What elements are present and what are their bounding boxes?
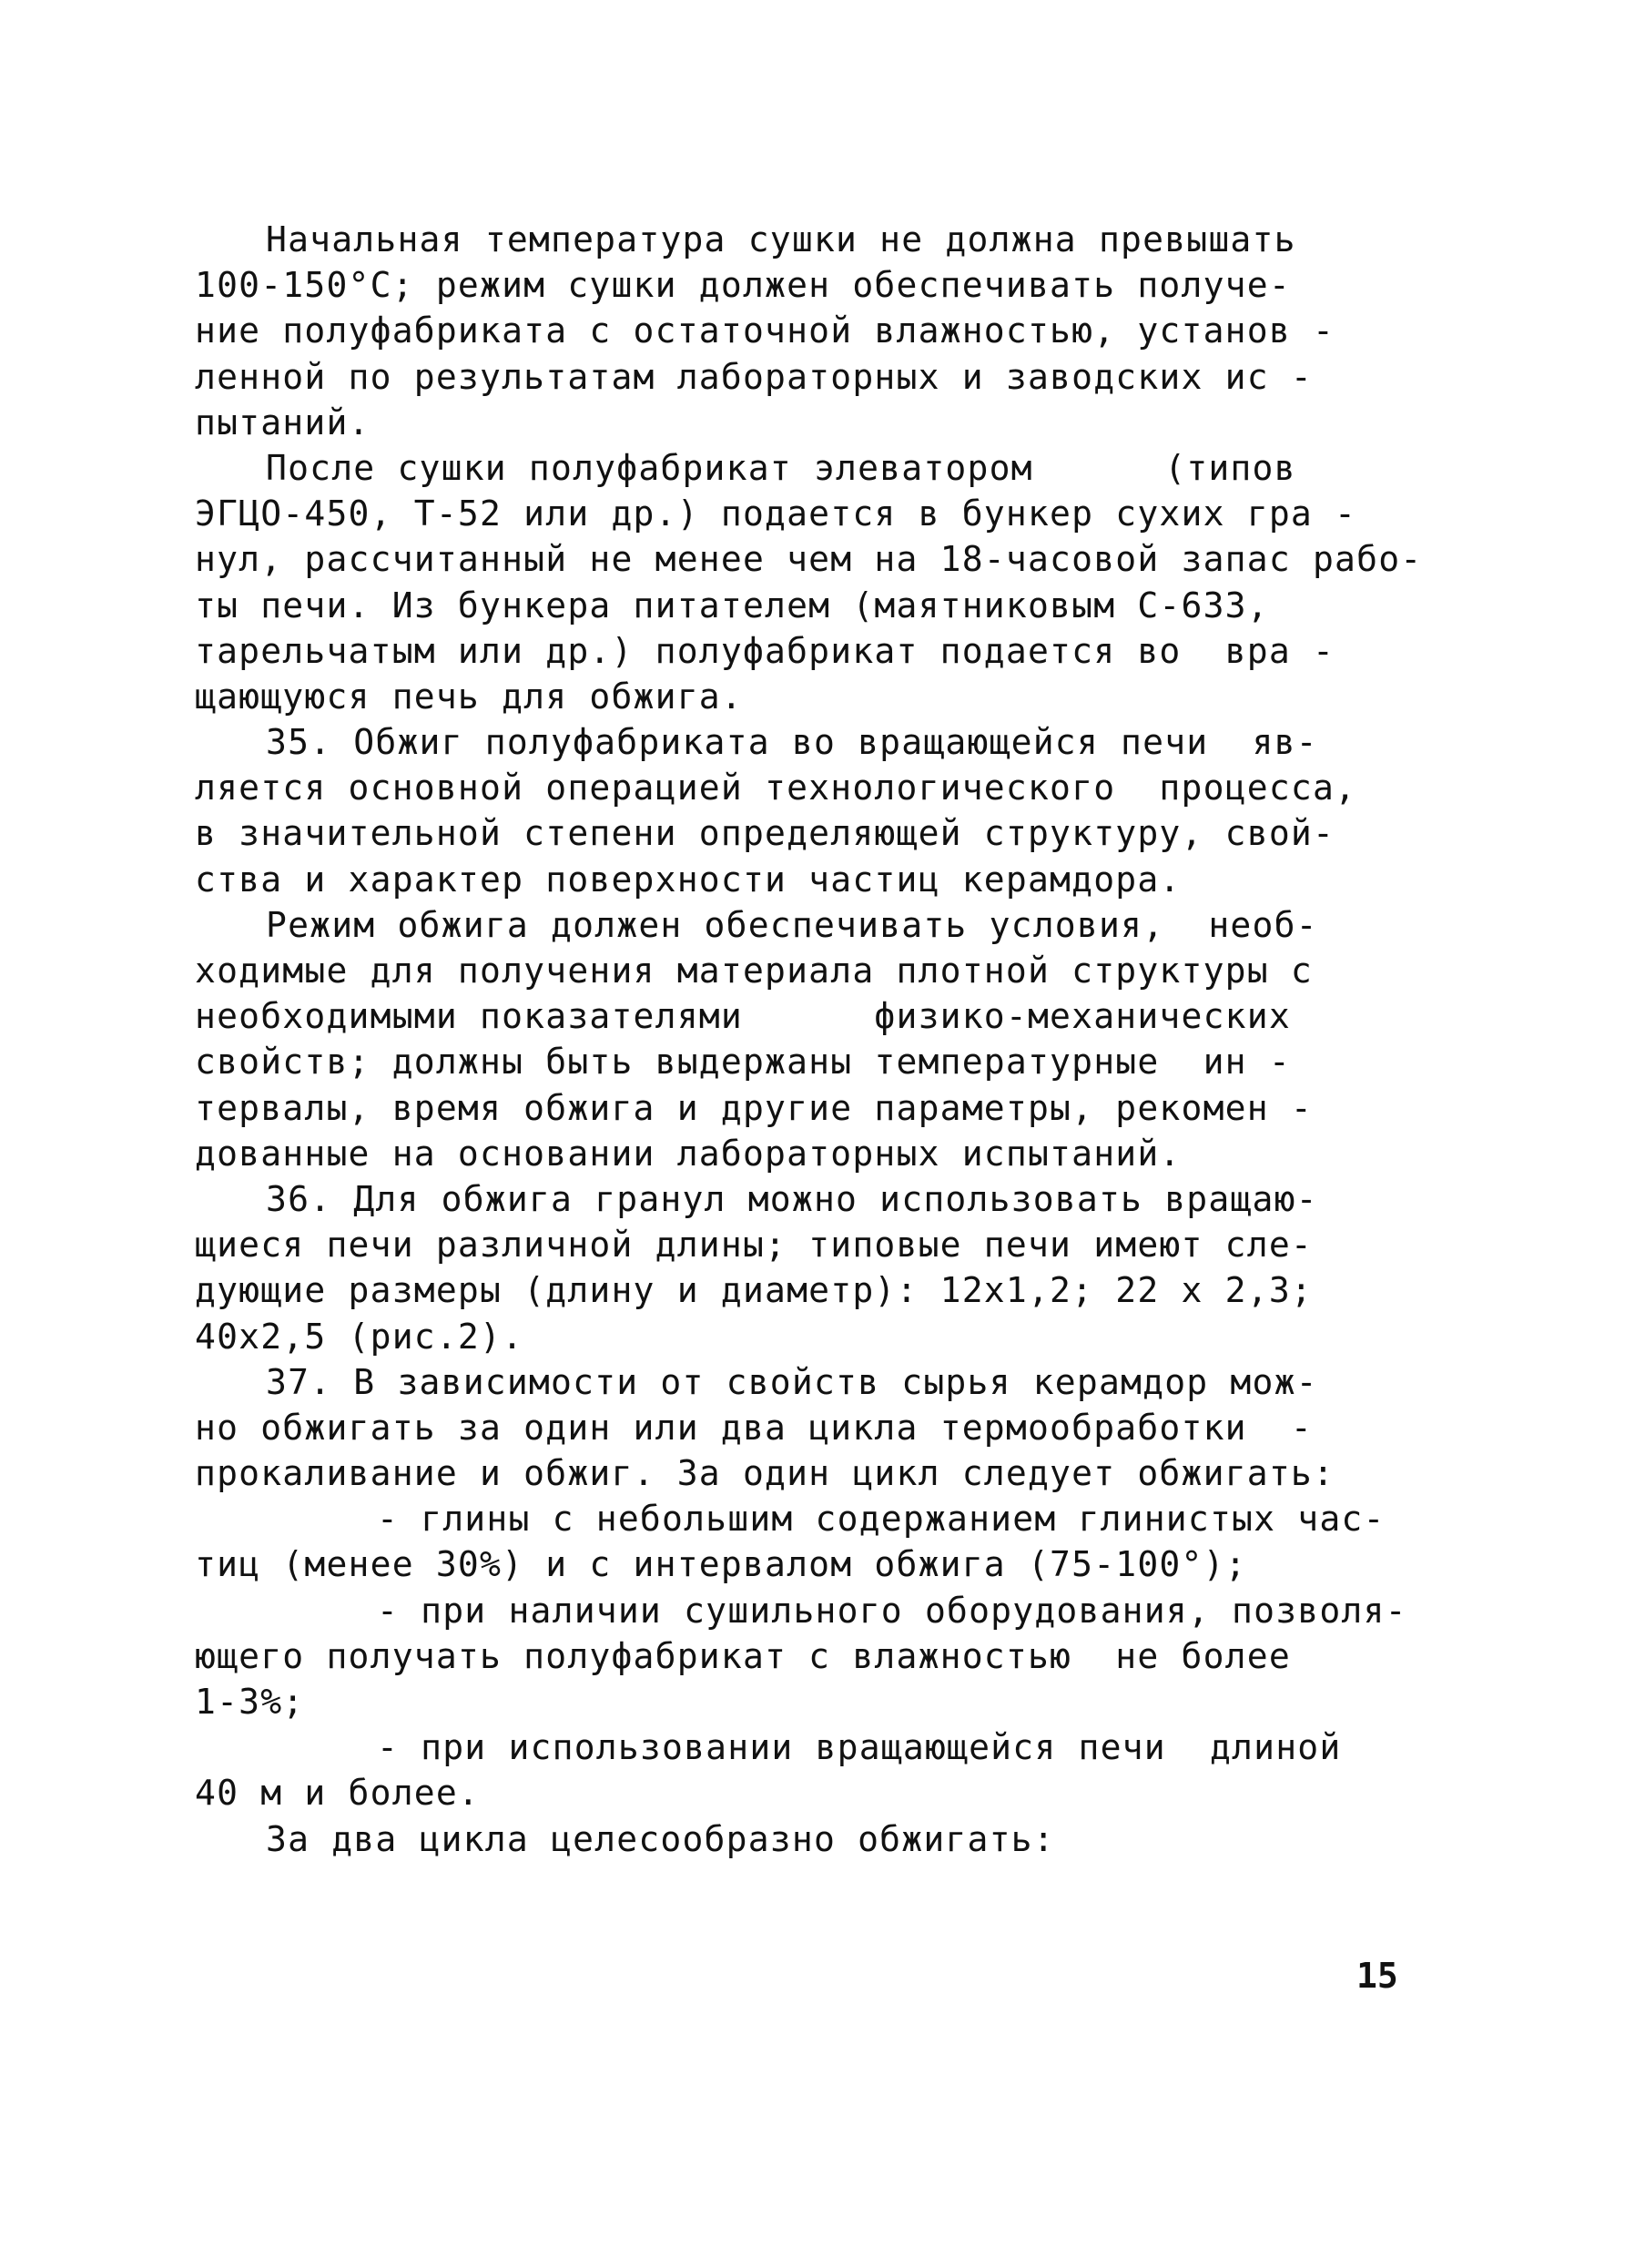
text-line: 40x2,5 (рис.2).	[195, 1316, 524, 1357]
text-line: дованные на основании лабораторных испытаний.	[195, 1133, 1182, 1174]
list-item-line: 1-3%;	[195, 1682, 305, 1722]
text-line: 100-150°C; режим сушки должен обеспечивать получе-	[195, 265, 1291, 306]
text-line: щиеся печи различной длины; типовые печи имеют сле-	[195, 1225, 1313, 1266]
text-line: 36. Для обжига гранул можно использовать вращаю-	[266, 1178, 1318, 1219]
text-line: прокаливание и обжиг. За один цикл следует обжигать:	[195, 1453, 1335, 1494]
text-line: Начальная температура сушки не должна превышать	[266, 219, 1296, 259]
list-item-line: ющего получать полуфабрикат с влажностью не более	[195, 1635, 1291, 1676]
text-line: ленной по результатам лабораторных и заводских ис -	[195, 356, 1313, 397]
text-line: 37. В зависимости от свойств сырья керамдор мож-	[266, 1361, 1318, 1402]
body-text	[195, 217, 1423, 1862]
text-line: тарельчатым или др.) полуфабрикат подается во вра -	[195, 630, 1335, 671]
list-item-line: - при использовании вращающейся печи длиной	[377, 1727, 1342, 1768]
text-line: ЭГЦО-450, Т-52 или др.) подается в бункер сухих гра -	[195, 493, 1357, 534]
text-line: в значительной степени определяющей структуру, свой-	[195, 813, 1335, 854]
text-line: нул, рассчитанный не менее чем на 18-часовой запас рабо-	[195, 539, 1423, 580]
text-line: ляется основной операцией технологического процесса,	[195, 768, 1357, 809]
text-line: ходимые для получения материала плотной структуры с	[195, 951, 1313, 991]
text-line: но обжигать за один или два цикла термообработки -	[195, 1407, 1313, 1448]
text-line: пытаний.	[195, 402, 371, 442]
text-line: Режим обжига должен обеспечивать условия, необ-	[266, 904, 1318, 945]
text-line: дующие размеры (длину и диаметр): 12x1,2; 22 x 2,3;	[195, 1270, 1313, 1311]
text-line: необходимыми показателями физико-механических	[195, 996, 1291, 1037]
text-line: ты печи. Из бункера питателем (маятниковым С-633,	[195, 585, 1269, 625]
text-line: ние полуфабриката с остаточной влажностью, установ -	[195, 310, 1335, 351]
text-line: После сушки полуфабрикат элеватором (типов	[266, 447, 1296, 488]
text-line: ства и характер поверхности частиц керамдора.	[195, 859, 1182, 900]
page-number: 15	[1356, 1956, 1398, 1996]
text-line: щающуюся печь для обжига.	[195, 676, 743, 717]
text-line: 35. Обжиг полуфабриката во вращающейся печи яв-	[266, 722, 1318, 763]
list-item-line: - при наличии сушильного оборудования, позволя-	[377, 1590, 1407, 1631]
list-item-line: тиц (менее 30%) и с интервалом обжига (75-100°);	[195, 1544, 1247, 1585]
text-line: тервалы, время обжига и другие параметры, рекомен -	[195, 1087, 1313, 1128]
list-item-line: - глины с небольшим содержанием глинистых час-	[377, 1499, 1386, 1540]
text-line: За два цикла целесообразно обжигать:	[266, 1818, 1055, 1859]
text-line: свойств; должны быть выдержаны температурные ин -	[195, 1042, 1291, 1083]
list-item-line: 40 м и более.	[195, 1773, 481, 1814]
